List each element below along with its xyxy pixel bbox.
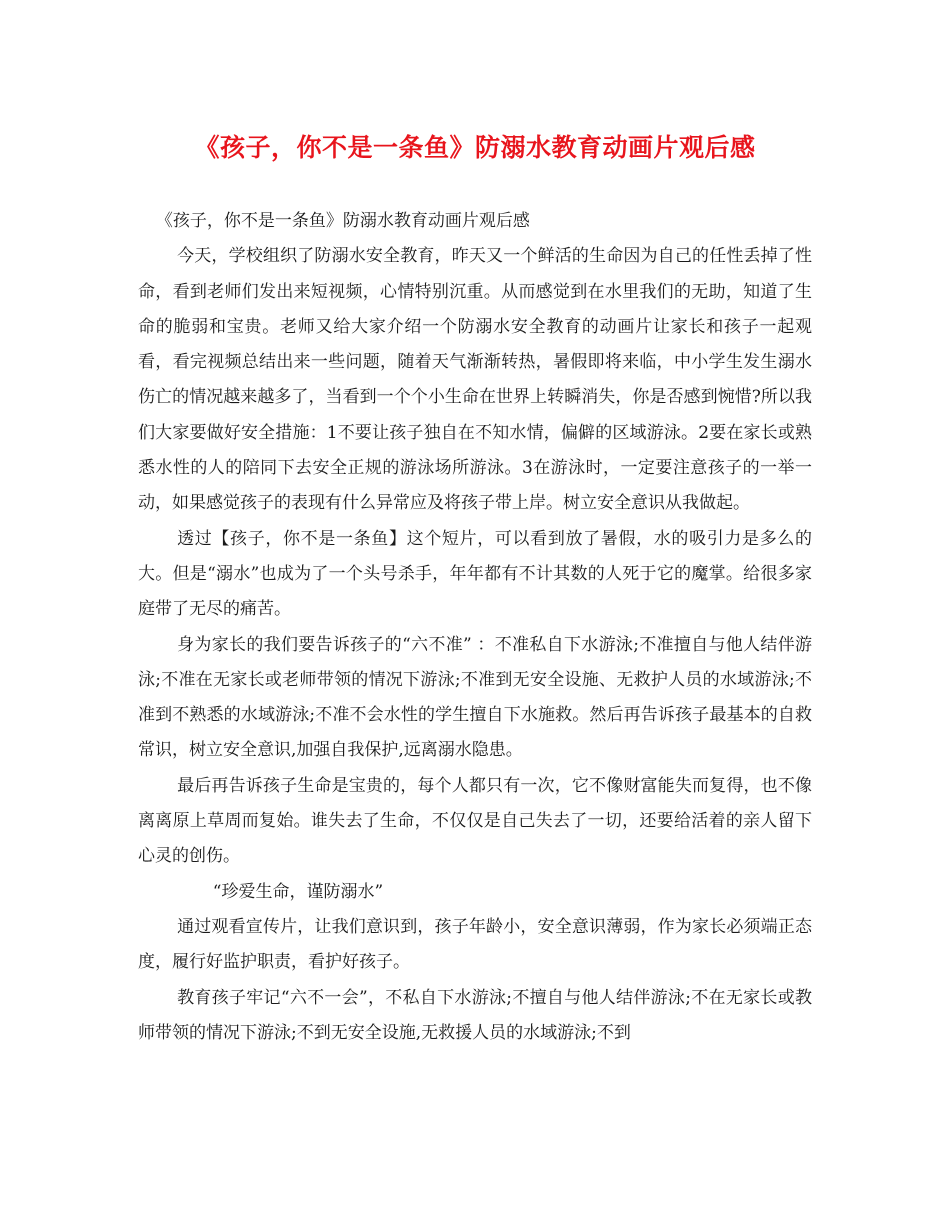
document-subtitle: 《孩子，你不是一条鱼》防溺水教育动画片观后感 xyxy=(155,211,530,231)
document-body xyxy=(138,204,812,1051)
paragraph: 最后再告诉孩子生命是宝贵的，每个人都只有一次，它不像财富能失而复得，也不像离离原上草周而复始。谁失去了生命，不仅仅是自己失去了一切，还要给活着的亲人留下心灵的创伤。 xyxy=(138,775,812,867)
paragraph: 透过【孩子，你不是一条鱼】这个短片，可以看到放了暑假，水的吸引力是多么的大。但是“溺水”也成为了一个头号杀手，年年都有不计其数的人死于它的魔掌。给很多家庭带了无尽的痛苦。 xyxy=(138,528,812,620)
paragraph: 通过观看宣传片，让我们意识到，孩子年龄小，安全意识薄弱，作为家长必须端正态度，履行好监护职责，看护好孩子。 xyxy=(138,916,812,973)
document-title: 《孩子，你不是一条鱼》防溺水教育动画片观后感 xyxy=(194,133,756,162)
paragraph: 身为家长的我们要告诉孩子的“六不准” ：不准私自下水游泳;不准擅自与他人结伴游泳;不准在无家长或老师带领的情况下游泳;不准到无安全设施、无救护人员的水域游泳;不准到不熟悉的水域游泳;不准不会水性的学生擅自下水施救。然后再告诉孩子最基本的自救常识，树立安全意识,加强自我保护,远离溺水隐患。 xyxy=(138,634,812,761)
paragraph: 教育孩子牢记“六不一会”，不私自下水游泳;不擅自与他人结伴游泳;不在无家长或教师带领的情况下游泳;不到无安全设施,无救援人员的水域游泳;不到 xyxy=(138,987,812,1043)
slogan: “珍爱生命，谨防溺水” xyxy=(212,881,384,902)
paragraph: 今天，学校组织了防溺水安全教育，昨天又一个鲜活的生命因为自己的任性丢掉了性命，看到老师们发出来短视频，心情特别沉重。从而感觉到在水里我们的无助，知道了生命的脆弱和宝贵。老师又给大家介绍一个防溺水安全教育的动画片让家长和孩子一起观看，看完视频总结出来一些问题，随着天气渐渐转热，暑假即将来临，中小学生发生溺水伤亡的情况越来越多了，当看到一个个小生命在世界上转瞬消失，你是否感到惋惜?所以我们大家要做好安全措施：1不要让孩子独自在不知水情，偏僻的区域游泳。2要在家长或熟悉水性的人的陪同下去安全正规的游泳场所游泳。3在游泳时，一定要注意孩子的一举一动，如果感觉孩子的表现有什么异常应及将孩子带上岸。树立安全意识从我做起。 xyxy=(138,246,812,514)
